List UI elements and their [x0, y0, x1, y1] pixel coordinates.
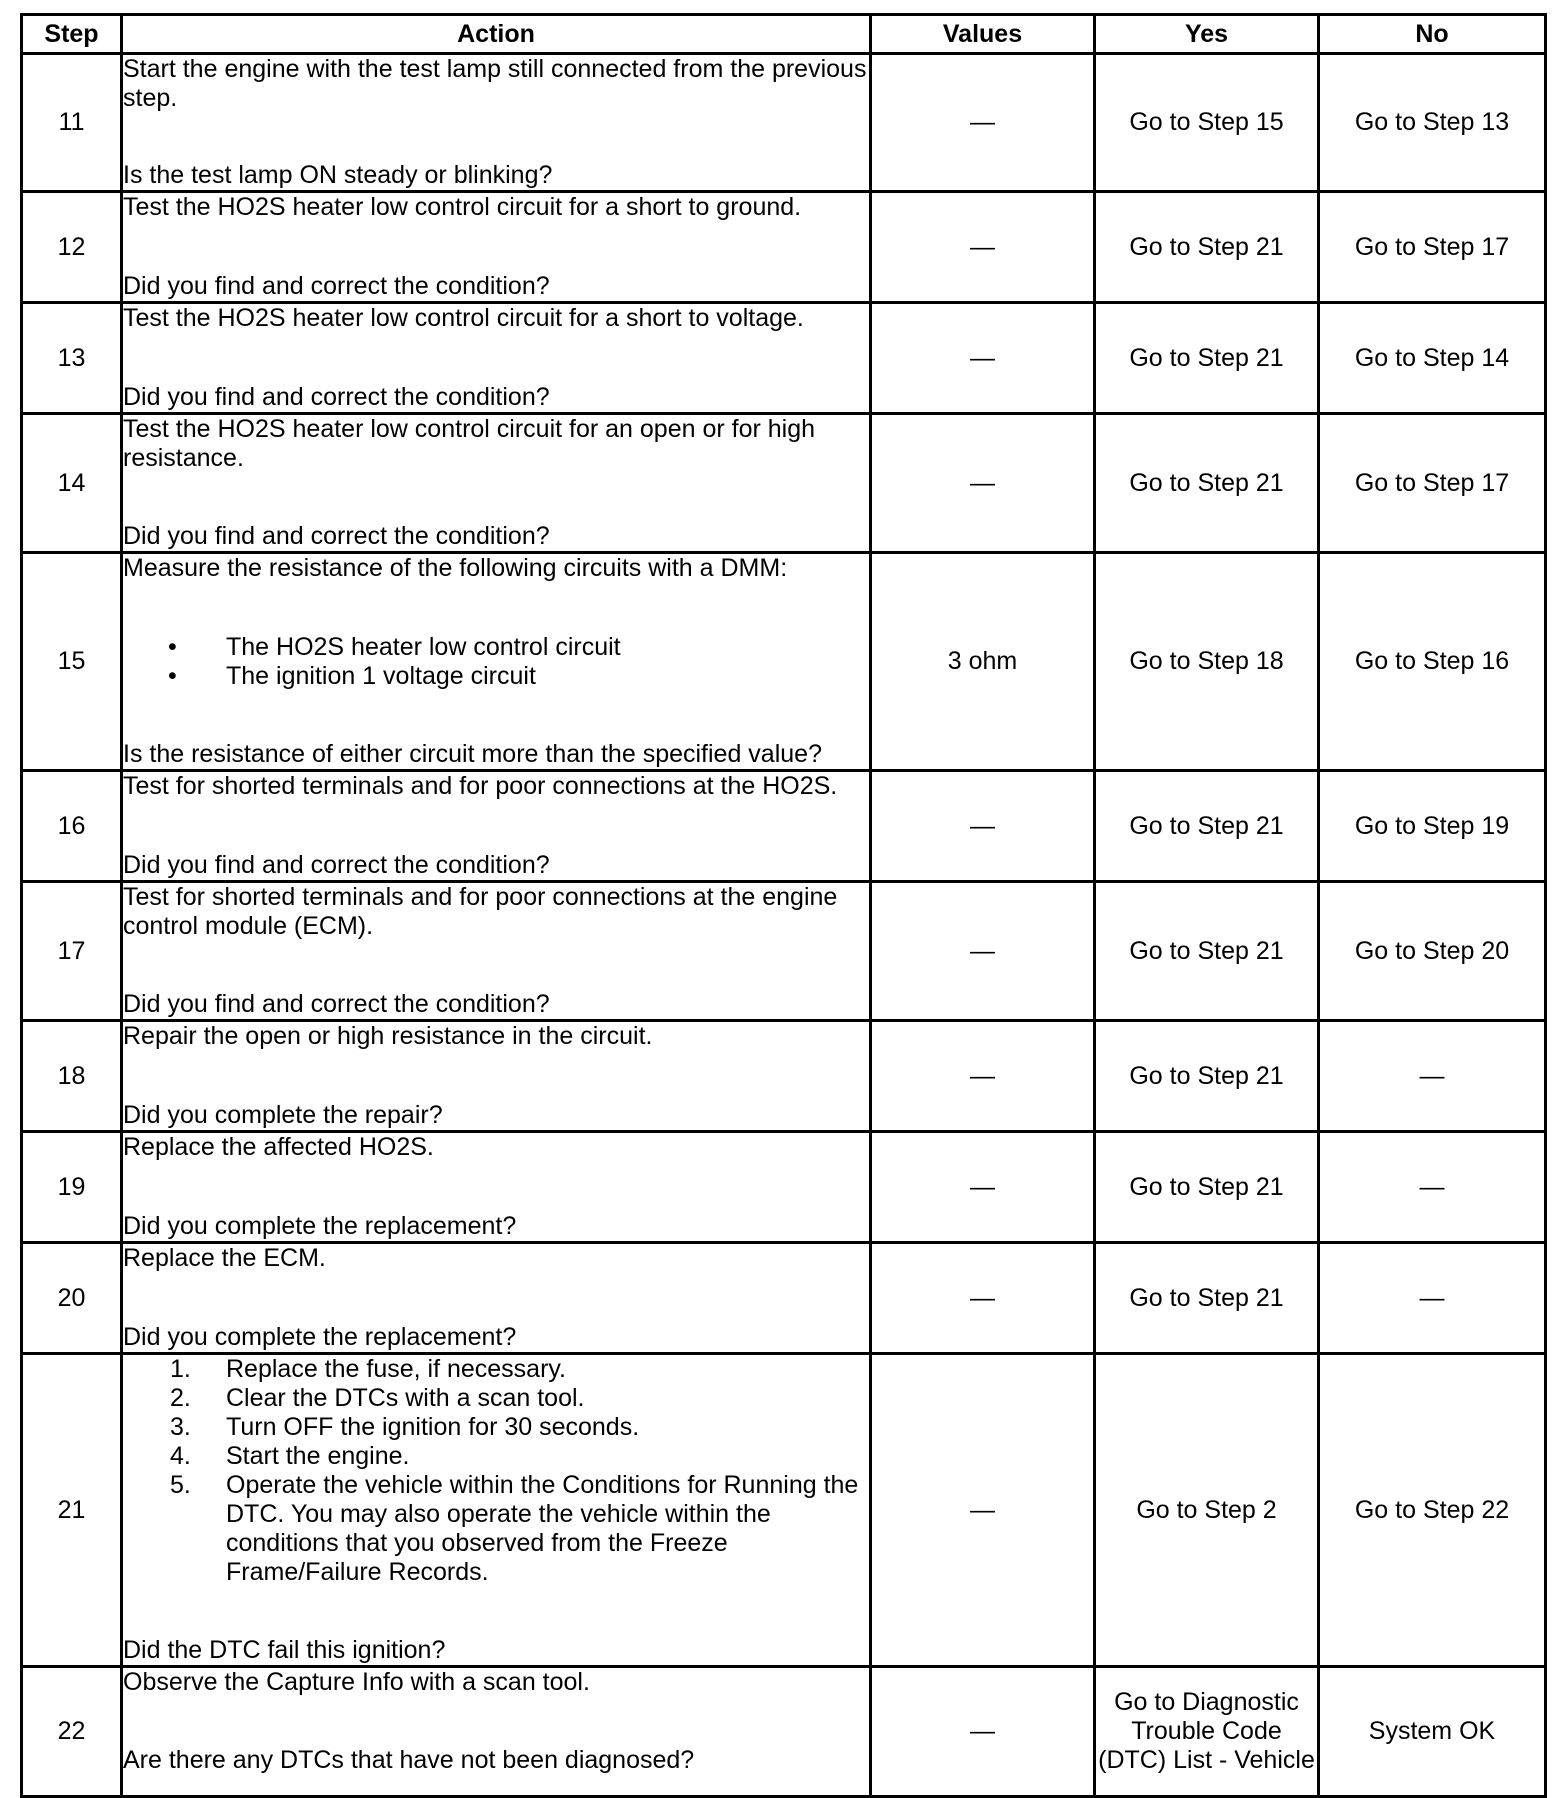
no-cell: Go to Step 22: [1319, 1354, 1546, 1667]
list-item: Turn OFF the ignition for 30 seconds.: [226, 1413, 640, 1441]
action-text: Measure the resistance of the following circuits with a DMM:: [123, 554, 788, 582]
action-text: Test the HO2S heater low control circuit for a short to ground.: [123, 193, 802, 221]
no-cell: System OK: [1319, 1667, 1546, 1797]
value-cell: —: [871, 1667, 1095, 1797]
no-cell: Go to Step 16: [1319, 553, 1546, 771]
table-row: [22, 192, 1546, 303]
step-number: 20: [22, 1243, 122, 1354]
table-row: [22, 771, 1546, 882]
action-question: Is the test lamp ON steady or blinking?: [123, 161, 553, 189]
action-cell: [122, 1354, 871, 1667]
header-step: Step: [22, 15, 122, 54]
no-cell: —: [1319, 1243, 1546, 1354]
action-question: Did you complete the repair?: [123, 1101, 443, 1129]
action-text: Test for shorted terminals and for poor connections at the HO2S.: [123, 772, 838, 800]
step-number: 12: [22, 192, 122, 303]
yes-cell: Go to Step 21: [1095, 1243, 1319, 1354]
action-text: Observe the Capture Info with a scan tool.: [123, 1668, 590, 1696]
no-cell: Go to Step 17: [1319, 414, 1546, 553]
action-cell: [122, 1132, 871, 1243]
yes-cell: Go to Step 18: [1095, 553, 1319, 771]
value-cell: —: [871, 414, 1095, 553]
list-item: Start the engine.: [226, 1442, 410, 1470]
list-item: Clear the DTCs with a scan tool.: [226, 1384, 585, 1412]
action-text: Replace the ECM.: [123, 1244, 326, 1272]
action-cell: [122, 303, 871, 414]
list-item: • The HO2S heater low control circuit: [168, 633, 869, 662]
numbered-list: [123, 1355, 869, 1587]
table-row: [22, 1021, 1546, 1132]
bullet-list: [123, 633, 869, 691]
list-item: Operate the vehicle within the Conditions for Running the DTC. You may also operate the vehicle within the conditions that you observed from the Freeze Frame/Failure Records.: [226, 1471, 859, 1586]
no-cell: Go to Step 20: [1319, 882, 1546, 1021]
value-cell: —: [871, 1132, 1095, 1243]
no-cell: Go to Step 17: [1319, 192, 1546, 303]
list-item: • The ignition 1 voltage circuit: [168, 662, 869, 691]
action-question: Is the resistance of either circuit more than the specified value?: [123, 740, 822, 768]
no-cell: Go to Step 13: [1319, 54, 1546, 192]
yes-cell: Go to Step 15: [1095, 54, 1319, 192]
yes-cell: Go to Step 2: [1095, 1354, 1319, 1667]
table-row: [22, 553, 1546, 771]
yes-cell: Go to Step 21: [1095, 771, 1319, 882]
action-question: Did you find and correct the condition?: [123, 522, 550, 550]
action-text: Test the HO2S heater low control circuit for a short to voltage.: [123, 304, 804, 332]
no-cell: Go to Step 14: [1319, 303, 1546, 414]
action-question: Did you find and correct the condition?: [123, 851, 550, 879]
action-cell: [122, 771, 871, 882]
action-question: Did you find and correct the condition?: [123, 990, 550, 1018]
action-question: Did you complete the replacement?: [123, 1323, 517, 1351]
table-row: [22, 54, 1546, 192]
header-row: [22, 15, 1546, 54]
value-cell: —: [871, 882, 1095, 1021]
step-number: 19: [22, 1132, 122, 1243]
action-cell: [122, 192, 871, 303]
action-cell: [122, 882, 871, 1021]
yes-cell: Go to Step 21: [1095, 192, 1319, 303]
table-row: [22, 1667, 1546, 1797]
action-cell: [122, 1667, 871, 1797]
no-cell: —: [1319, 1132, 1546, 1243]
action-text: Replace the affected HO2S.: [123, 1133, 434, 1161]
value-cell: —: [871, 303, 1095, 414]
header-no: No: [1319, 15, 1546, 54]
action-question: Did you complete the replacement?: [123, 1212, 517, 1240]
yes-cell: Go to Step 21: [1095, 882, 1319, 1021]
action-cell: [122, 553, 871, 771]
action-text: Test for shorted terminals and for poor connections at the engine control module (ECM).: [123, 883, 838, 940]
table-row: [22, 1354, 1546, 1667]
value-cell: —: [871, 1354, 1095, 1667]
yes-cell: Go to Step 21: [1095, 303, 1319, 414]
action-question: Did you find and correct the condition?: [123, 272, 550, 300]
header-values: Values: [871, 15, 1095, 54]
action-cell: [122, 1021, 871, 1132]
step-number: 15: [22, 553, 122, 771]
yes-cell: Go to Step 21: [1095, 414, 1319, 553]
action-text: Start the engine with the test lamp still connected from the previous step.: [123, 55, 867, 112]
value-cell: —: [871, 192, 1095, 303]
action-cell: [122, 1243, 871, 1354]
no-cell: —: [1319, 1021, 1546, 1132]
value-cell: —: [871, 1021, 1095, 1132]
step-number: 16: [22, 771, 122, 882]
action-question: Did you find and correct the condition?: [123, 383, 550, 411]
value-cell: —: [871, 54, 1095, 192]
value-cell: —: [871, 771, 1095, 882]
step-number: 18: [22, 1021, 122, 1132]
header-yes: Yes: [1095, 15, 1319, 54]
diagnostic-table: [20, 13, 1547, 1798]
action-cell: [122, 414, 871, 553]
yes-cell: Go to Step 21: [1095, 1132, 1319, 1243]
action-cell: [122, 54, 871, 192]
yes-cell: Go to Diagnostic Trouble Code (DTC) List - Vehicle: [1095, 1667, 1319, 1797]
action-text: Test the HO2S heater low control circuit for an open or for high resistance.: [123, 415, 816, 472]
yes-cell: Go to Step 21: [1095, 1021, 1319, 1132]
action-question: Are there any DTCs that have not been diagnosed?: [123, 1746, 695, 1774]
value-cell: 3 ohm: [871, 553, 1095, 771]
step-number: 14: [22, 414, 122, 553]
step-number: 17: [22, 882, 122, 1021]
header-action: Action: [122, 15, 871, 54]
table-row: [22, 414, 1546, 553]
value-cell: —: [871, 1243, 1095, 1354]
step-number: 22: [22, 1667, 122, 1797]
list-item: Replace the fuse, if necessary.: [226, 1355, 566, 1383]
step-number: 13: [22, 303, 122, 414]
table-row: [22, 1243, 1546, 1354]
table-row: [22, 303, 1546, 414]
action-text: Repair the open or high resistance in the circuit.: [123, 1022, 653, 1050]
table-row: [22, 882, 1546, 1021]
table-row: [22, 1132, 1546, 1243]
step-number: 11: [22, 54, 122, 192]
no-cell: Go to Step 19: [1319, 771, 1546, 882]
action-question: Did the DTC fail this ignition?: [123, 1636, 446, 1664]
step-number: 21: [22, 1354, 122, 1667]
